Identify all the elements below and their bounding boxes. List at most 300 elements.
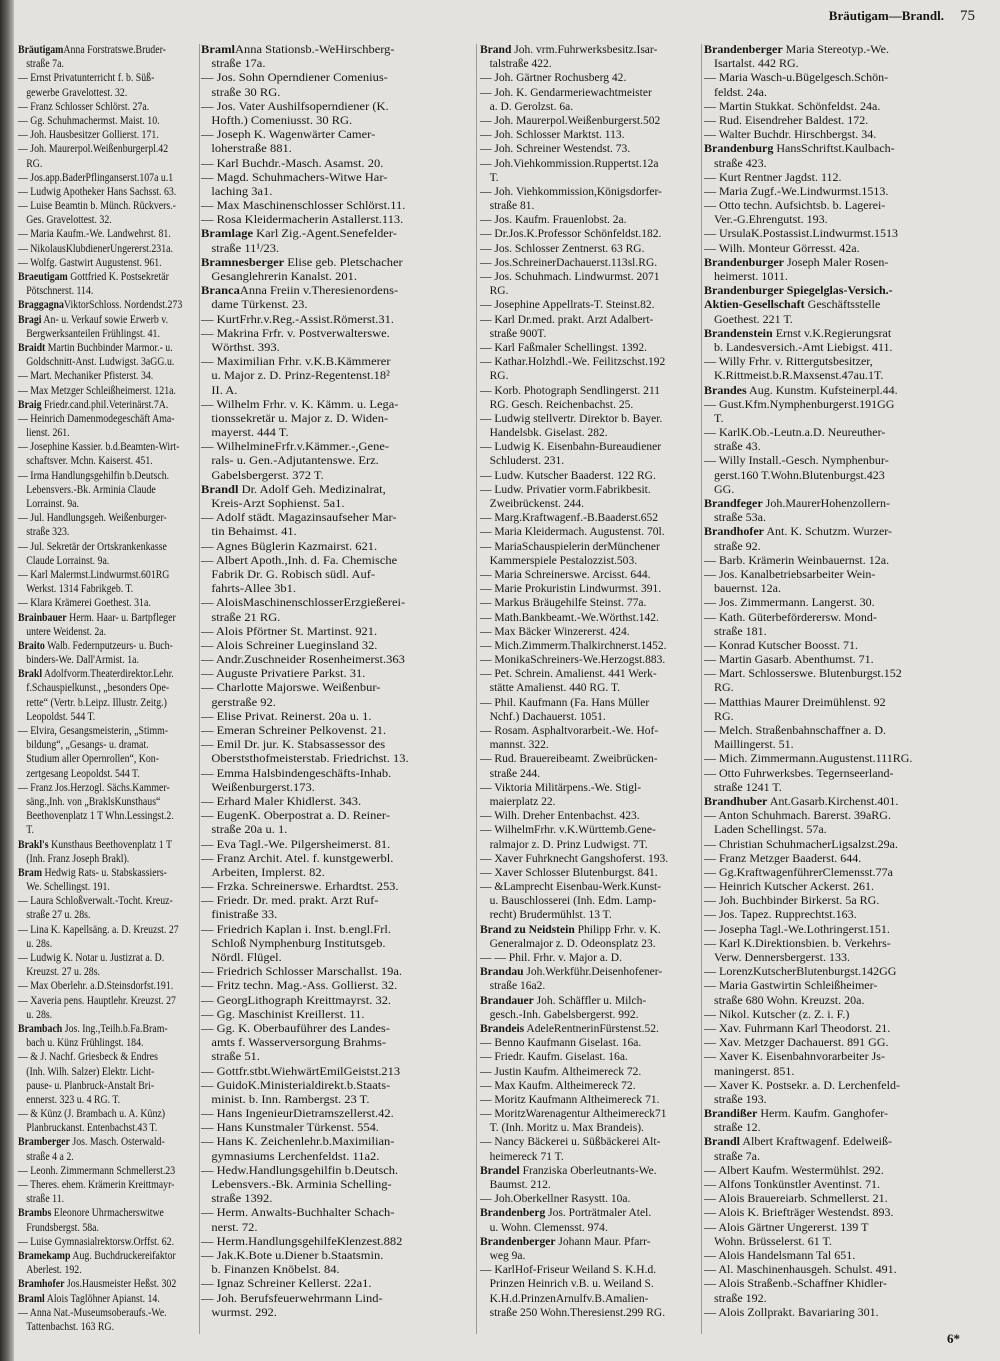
entry-line: — MonikaSchreiners-We.Herzogst.883. — [480, 652, 666, 667]
entry-surname: Bragi — [18, 311, 42, 326]
entry-line: — Kath. Güterbeförderersw. Mond- — [704, 609, 877, 624]
entry-surname: Brandel — [480, 1162, 520, 1177]
entry-line: — Joh. Berufsfeuerwehrmann Lind- — [201, 1290, 383, 1305]
entry-line: — Elvira, Gesangsmeisterin, „Stimm- — [18, 723, 169, 737]
entry-line: straße 900T. — [489, 325, 547, 340]
entry-line: straße 51. — [211, 1049, 260, 1064]
entry-line: — Elise Privat. Reinerst. 20a u. 1. — [201, 708, 372, 723]
directory-column-4 — [704, 42, 976, 1319]
entry-line — [704, 383, 976, 397]
entry-line: fahrts-Allee 3b1. — [211, 581, 296, 596]
entry-details: An- u. Verkauf sowie Erwerb v. — [41, 311, 169, 326]
entry-line: straße 81. — [489, 198, 535, 213]
entry-line: — Alois K. Briefträger Westendst. 893. — [704, 1205, 894, 1220]
entry-surname: Brandenberger — [480, 1233, 556, 1248]
entry-details: Eleonore Uhrmacherswitwe — [51, 1205, 164, 1220]
entry-line: — Gottfr.stbt.WiehwärtEmilGeistst.213 — [201, 1063, 401, 1078]
entry-line: — Matthias Maurer Dreimühlenst. 92 — [704, 694, 886, 709]
entry-details: Ant.Gasarb.Kirchenst.401. — [767, 793, 899, 808]
entry-line: — Eva Tagl.-We. Pilgersheimerst. 81. — [201, 836, 391, 851]
entry-line — [18, 312, 197, 326]
entry-line: straße 7a. — [714, 1148, 760, 1163]
entry-line: — Gg. Maschinist Kreillerst. 11. — [201, 1006, 365, 1021]
entry-details: Joh. vrm.Fuhrwerksbesitz.Isar- — [511, 42, 658, 56]
entry-line: — Moritz Kaufmann Altheimereck 71. — [480, 1091, 660, 1106]
entry-line: Schloß Nymphenburg Institutsgeb. — [211, 935, 386, 950]
entry-line: — Gg. K. Oberbauführer des Landes- — [201, 1020, 390, 1035]
entry-line: RG. — [489, 283, 509, 298]
entry-line: gymnasiums Lerchenfeldst. 11a2. — [211, 1148, 380, 1163]
entry-line — [201, 42, 446, 56]
entry-line: — Joh. Gärtner Rochusberg 42. — [480, 70, 627, 85]
entry-line: — KurtFrhr.v.Reg.-Assist.Römerst.31. — [201, 311, 394, 326]
entry-line: — Joh. K. Gendarmeriewachtmeister — [480, 84, 652, 99]
entry-line: — Ernst Privatunterricht f. b. Süß- — [18, 70, 155, 85]
entry-line: straße 193. — [714, 1091, 767, 1106]
entry-details: Joh. Schäffler u. Milch- — [533, 992, 647, 1007]
entry-line: heimereck 71 T. — [489, 1148, 564, 1163]
entry-line: — Ludw. Privatier vorm.Fabrikbesit. — [480, 481, 651, 496]
entry-details: Jos. Masch. Osterwald- — [69, 1134, 165, 1149]
entry-surname: Branca — [201, 283, 240, 298]
entry-line: Kreis-Arzt Sophienst. 5a1. — [211, 496, 345, 510]
entry-line: ralmajor z. D. Prinz Ludwigst. 7T. — [489, 836, 648, 851]
entry-line: — Irma Handlungsgehilfin b.Deutsch. — [18, 467, 170, 482]
entry-line: straße 250 Wohn.Theresienst.299 RG. — [489, 1304, 666, 1319]
entry-line: — Jos. Zimmermann. Langerst. 30. — [704, 595, 875, 610]
entry-line — [18, 1276, 197, 1290]
entry-line: — Luise Beamtin b. Münch. Rückvers.- — [18, 198, 176, 213]
entry-line: — Jul. Sekretär der Ortskrankenkasse — [18, 538, 167, 553]
entry-line: — Martin Stukkat. Schönfeldst. 24a. — [704, 98, 881, 113]
entry-line: — Mich. Zimmermann.Augustenst.111RG. — [704, 751, 913, 766]
entry-line: — Joh. Hausbesitzer Gollierst. 171. — [18, 127, 159, 142]
entry-line: rette“ (Vertr. b.Leipz. Illustr. Zeitg.) — [26, 694, 167, 709]
entry-line — [480, 922, 701, 936]
entry-surname: Braidt — [18, 339, 46, 354]
entry-line: — GuidoK.Ministerialdirekt.b.Staats- — [201, 1077, 391, 1092]
entry-line: — Maria Kleidermach. Augustenst. 70l. — [480, 524, 665, 539]
entry-line: — Franz Metzger Baaderst. 644. — [704, 850, 862, 865]
entry-line: — Mart. Mechaniker Pfisterst. 34. — [18, 368, 154, 383]
entry-details: Friedr.cand.phil.Veterinärst.7A. — [41, 396, 169, 411]
entry-details: HansSchriftst.Kaulbach- — [773, 141, 895, 156]
entry-line: heimerst. 1011. — [714, 269, 788, 283]
entry-surname: Braig — [18, 396, 42, 411]
entry-line: Frundsbergst. 58a. — [26, 1219, 100, 1234]
entry-details: Ant. K. Schutzm. Wurzer- — [764, 524, 893, 539]
entry-line: — Ludwig stellvertr. Direktor b. Bayer. — [480, 410, 663, 425]
entry-line: Maillingerst. 51. — [714, 737, 794, 752]
entry-line: Ver.-G.Ehrengutst. 193. — [714, 212, 828, 227]
entry-line: — Heinrich Damenmodegeschäft Ama- — [18, 410, 175, 425]
entry-line: T. (Inh. Moritz u. Max Brandeis). — [489, 1120, 644, 1135]
entry-line: — KarlK.Ob.-Leutn.a.D. Neureuther- — [704, 425, 886, 440]
entry-line: maierplatz 22. — [489, 793, 556, 808]
entry-line — [18, 1205, 197, 1219]
entry-line: — Joh.Viehkommission.Ruppertst.12a — [480, 155, 659, 170]
directory-column-2 — [201, 42, 446, 1319]
entry-line: laching 3a1. — [211, 183, 273, 198]
entry-line: minist. b. Inn. Rambergst. 23 T. — [211, 1091, 370, 1106]
entry-line: — Maria Gastwirtin Schleißheimer- — [704, 978, 878, 993]
entry-line: straße 21 RG. — [211, 609, 281, 624]
entry-line: — Maria Kaufm.-We. Landwehrst. 81. — [18, 226, 171, 241]
entry-line: — Xaver K. Postsekr. a. D. Lerchenfeld- — [704, 1077, 900, 1092]
entry-details: Albert Kraftwagenf. Edelweiß- — [740, 1134, 892, 1149]
entry-line: Fabrik Dr. G. Robisch südl. Auf- — [211, 566, 376, 581]
entry-details: Maria Stereotyp.-We. — [782, 42, 889, 56]
entry-line: T. — [26, 822, 34, 837]
entry-line: schaftsver. Mchn. Kaiserst. 451. — [26, 453, 153, 468]
entry-line: gerstraße 92. — [211, 694, 276, 709]
entry-surname: Brandl — [704, 1134, 741, 1149]
entry-line: — AloisMaschinenschlosserErzgießerei- — [201, 595, 406, 610]
entry-line — [704, 326, 976, 340]
entry-line: — Walter Buchdr. Hirschbergst. 34. — [704, 127, 877, 142]
entry-line: — Max Bäcker Winzererst. 424. — [480, 623, 630, 638]
entry-line: u. 28s. — [26, 935, 53, 950]
entry-line: — Barb. Krämerin Weinbauernst. 12a. — [704, 552, 890, 567]
entry-line: — Marg.Kraftwagenf.-B.Baaderst.652 — [480, 510, 658, 525]
entry-line: — WilhelmineFrfr.v.Kämmer.-,Gene- — [201, 439, 390, 454]
entry-line: recht) Brudermühlst. 13 T. — [489, 907, 612, 922]
entry-details: Jos. Porträtmaler Atel. — [545, 1205, 652, 1220]
entry-line: u. 28s. — [26, 1006, 53, 1021]
entry-line: — Emma Halsbindengeschäfts-Inhab. — [201, 765, 392, 780]
entry-line: — Phil. Kaufmann (Fa. Hans Müller — [480, 694, 650, 709]
entry-line: RG. — [714, 708, 734, 723]
entry-line — [18, 865, 197, 879]
entry-line: Weißenburgerst.173. — [211, 779, 315, 794]
entry-line: — Rud. Eisendreher Baldest. 172. — [704, 112, 869, 127]
entry-line: — Joh.Oberkellner Rasystt. 10a. — [480, 1191, 631, 1206]
entry-line: — Xav. Metzger Dachauerst. 891 GG. — [704, 1035, 889, 1050]
entry-line: finistraße 33. — [211, 907, 278, 922]
entry-line: u. Major z. D. Prinz-Regentenst.18² — [211, 368, 390, 383]
entry-line: Lebensvers.-Bk. Arminia Claude — [26, 481, 156, 496]
entry-details: Franziska Oberleutnants-We. — [519, 1162, 657, 1177]
entry-surname: Bramnesberger — [201, 254, 285, 269]
entry-line: — Max Kaufm. Altheimereck 72. — [480, 1077, 636, 1092]
entry-line — [18, 1021, 197, 1035]
entry-details: Hedwig Rats- u. Stabskassiers- — [42, 864, 167, 879]
entry-details: Aug. Buchdruckereifaktor — [70, 1247, 176, 1262]
entry-line: — Xaveria pens. Hauptlehr. Kreuzst. 27 — [18, 992, 176, 1007]
entry-line: Arbeiten, Implerst. 82. — [211, 864, 325, 879]
entry-line: K.Rittmeist.b.R.Maxsenst.47au.1T. — [714, 368, 884, 383]
entry-details: AdeleRentnerinFürstenst.52. — [524, 1020, 659, 1035]
entry-details: Anna Stationsb.-WeHirschberg- — [234, 42, 395, 56]
entry-line: — Jos. Kaufm. Frauenlobst. 2a. — [480, 212, 627, 227]
entry-line: — Franz Archit. Atel. f. kunstgewerbl. — [201, 850, 394, 865]
entry-line — [704, 794, 976, 808]
entry-line: — Alois Pförtner St. Martinst. 921. — [201, 623, 378, 638]
directory-column-3 — [480, 42, 701, 1319]
entry-line — [18, 666, 197, 680]
entry-line: — Alois Schreiner Lueginsland 32. — [201, 637, 378, 652]
entry-line: — Jak.K.Bote u.Diener b.Staatsmin. — [201, 1247, 384, 1262]
column-rule — [476, 44, 477, 1334]
entry-details: Karl Zig.-Agent.Senefelder- — [253, 226, 397, 241]
entry-line: — Karl Buchdr.-Masch. Asamst. 20. — [201, 155, 384, 170]
entry-line: — Heinrich Kutscher Ackerst. 261. — [704, 879, 874, 894]
entry-line: — Friedr. Dr. med. prakt. Arzt Ruf- — [201, 893, 379, 908]
entry-surname: Brandenberg — [480, 1205, 546, 1220]
entry-line: — Jos. Vater Aushilfsoperndiener (K. — [201, 98, 389, 113]
entry-line: ennerst. 323 u. 4 RG. T. — [26, 1091, 121, 1106]
entry-details: Martin Buchbinder Marmor.- u. — [45, 339, 173, 354]
entry-line: Isartalst. 442 RG. — [714, 56, 799, 71]
entry-line: — Alois Zollprakt. Bavariaring 301. — [704, 1304, 879, 1319]
entry-line: — NikolausKlubdienerUngererst.231a. — [18, 240, 173, 255]
entry-line: b. Landesversich.-Amt Liebigst. 411. — [714, 339, 893, 354]
entry-line: Lorrainst. 9a. — [26, 496, 79, 510]
entry-surname: Bramlage — [201, 226, 253, 241]
entry-line: T. — [489, 169, 499, 184]
entry-line: Claude Lorrainst. 9a. — [26, 552, 110, 567]
entry-line: straße 11¹/23. — [211, 240, 280, 255]
entry-details: Gottfried K. Postsekretär — [67, 269, 169, 283]
entry-line: stätte Amalienst. 440 RG. T. — [489, 680, 621, 695]
entry-line: — Korb. Photograph Sendlingerst. 211 — [480, 382, 661, 397]
entry-line — [704, 1134, 976, 1148]
entry-line: — Joh. Schlosser Marktst. 113. — [480, 127, 625, 142]
entry-line: — Fritz techn. Mag.-Ass. Gollierst. 32. — [201, 978, 398, 993]
entry-line: (Inh. Franz Joseph Brakl). — [26, 850, 130, 865]
entry-line: straße 192. — [714, 1290, 767, 1305]
entry-line: gesch.-Inh. Gabelsbergerst. 992. — [489, 1006, 639, 1021]
entry-line: — Xav. Fuhrmann Karl Theodorst. 21. — [704, 1020, 891, 1035]
entry-line: — & J. Nachf. Griesbeck & Endres — [18, 1049, 158, 1064]
entry-line: — Justin Kaufm. Altheimereck 72. — [480, 1063, 642, 1078]
entry-line: — Jos. Tapez. Rupprechtst.163. — [704, 907, 857, 922]
entry-line: Kreuzst. 27 u. 28s. — [26, 964, 101, 979]
entry-line: — MoritzWarenagentur Altheimereck71 — [480, 1106, 667, 1121]
entry-line: K.H.d.PrinzenArnulfv.B.Amalien- — [489, 1290, 649, 1305]
entry-line: bildung“, „Gesangs- u. dramat. — [26, 737, 149, 752]
entry-line: Prinzen Heinrich v.B. u. Weiland S. — [489, 1276, 654, 1291]
entry-line: — Alois Brauereiarb. Schmellerst. 21. — [704, 1191, 888, 1206]
entry-line: straße 11. — [26, 1191, 65, 1206]
entry-line — [18, 1291, 197, 1305]
entry-surname: Brandenburger Spiegelglas-Versich.- — [704, 283, 893, 298]
entry-line: — Benno Kaufmann Giselast. 16a. — [480, 1035, 642, 1050]
entry-line — [704, 1106, 976, 1120]
entry-surname: Braggagna — [18, 297, 64, 312]
entry-line: — Herm. Anwalts-Buchhalter Schach- — [201, 1205, 395, 1220]
entry-line: — Christian SchuhmacherLigsalzst.29a. — [704, 836, 898, 851]
entry-line — [18, 610, 197, 624]
entry-line: — — Phil. Frhr. v. Major a. D. — [480, 950, 622, 964]
entry-line: binders-We. Dall'Armist. 1a. — [26, 652, 139, 667]
entry-details: Ernst v.K.Regierungsrat — [772, 325, 892, 340]
entry-line: — Gg. Schuhmachermst. Maist. 10. — [18, 112, 160, 127]
entry-line: (Inh. Wilh. Salzer) Elektr. Licht- — [26, 1063, 155, 1078]
entry-details: Joh.Werkführ.Deisenhofener- — [523, 964, 663, 979]
entry-line: — Joh. Schreiner Westendst. 73. — [480, 141, 631, 156]
entry-surname: Brandes — [704, 382, 747, 397]
entry-details: Adolfvorm.Theaterdirektor.Lehr. — [42, 666, 174, 681]
entry-line: — Markus Bräugehilfe Steinst. 77a. — [480, 595, 647, 610]
entry-line — [18, 837, 197, 851]
entry-line: — UrsulaK.Postassist.Lindwurmst.1513 — [704, 226, 899, 241]
entry-surname: Brandißer — [704, 1106, 758, 1121]
page-number: 75 — [960, 8, 975, 24]
entry-line: u. Bauschlosserei (Inh. Edm. Lamp- — [489, 893, 657, 908]
entry-details: Aug. Kunstm. Kufsteinerpl.44. — [746, 382, 898, 397]
entry-line: — Alfons Tonkünstler Aventinst. 71. — [704, 1177, 881, 1191]
entry-line: — Laura Schloßverwalt.-Tocht. Kreuz- — [18, 893, 173, 908]
entry-line: — Leonh. Zimmermann Schmellerst.23 — [18, 1162, 176, 1177]
entry-line: — Willy Install.-Gesch. Nymphenbur- — [704, 453, 889, 468]
entry-line: straße 323. — [26, 524, 70, 539]
entry-line: — Ludwig Apotheker Hans Sachsst. 63. — [18, 183, 177, 198]
entry-line: — Xaver K. Eisenbahnvorarbeiter Js- — [704, 1049, 885, 1064]
signature-mark: 6* — [947, 1331, 960, 1346]
entry-line — [18, 1248, 197, 1262]
entry-line: talstraße 422. — [489, 56, 552, 71]
entry-line: — Herm.HandlungsgehilfeKlenzest.882 — [201, 1233, 403, 1248]
entry-line: Aberlest. 192. — [26, 1262, 82, 1277]
entry-line: — Hans IngenieurDietramszellerst.42. — [201, 1106, 394, 1121]
entry-line: — Albert Apoth.,Inh. d. Fa. Chemische — [201, 552, 398, 567]
entry-line: Laden Schellingst. 57a. — [714, 822, 827, 837]
column-rule — [701, 44, 702, 1334]
entry-line: — Auguste Privatiere Parkst. 31. — [201, 666, 366, 681]
entry-line: — Maria Zugf.-We.Lindwurmst.1513. — [704, 183, 889, 198]
entry-line: — Ludwig K. Eisenbahn-Bureaudiener — [480, 439, 662, 454]
entry-details: Walb. Federnputzeurs- u. Buch- — [44, 637, 173, 652]
entry-line: — Dr.Jos.K.Professor Schönfeldst.182. — [480, 226, 662, 241]
entry-line: — Emil Dr. jur. K. Stabsassessor des — [201, 737, 386, 752]
entry-line: straße 17a. — [211, 56, 266, 71]
entry-line: T. — [714, 410, 724, 425]
entry-line: — Josephine Kassier. b.d.Beamten-Wirt- — [18, 439, 180, 454]
entry-line: bauernst. 12a. — [714, 581, 781, 596]
directory-column-1 — [18, 42, 197, 1333]
page-header — [829, 8, 975, 25]
entry-surname: Bramhofer — [18, 1276, 65, 1291]
entry-line: — Andr.Zuschneider Rosenheimerst.363 — [201, 652, 405, 667]
entry-line — [480, 1021, 701, 1035]
entry-line: — Max Metzger Schleißheimerst. 121a. — [18, 382, 176, 397]
entry-line: untere Weidenst. 2a. — [26, 623, 107, 638]
entry-line: feldst. 24a. — [714, 84, 767, 99]
entry-surname: Brambs — [18, 1205, 52, 1220]
entry-line: Tattenbachst. 163 RG. — [26, 1318, 115, 1333]
entry-surname: Bramekamp — [18, 1247, 71, 1262]
entry-surname: Brandau — [480, 964, 524, 979]
running-head: Bräutigam—Brandl. — [828, 8, 944, 23]
entry-line: straße 680 Wohn. Kreuzst. 20a. — [714, 992, 865, 1007]
entry-line: gerst.160 T.Wohn.Blutenburgst.423 — [714, 467, 885, 482]
entry-line: RG. — [26, 155, 43, 170]
entry-line: — Friedrich Schlosser Marschallst. 19a. — [201, 964, 403, 979]
entry-line: RG. Gesch. Reichenbachst. 25. — [489, 396, 634, 411]
entry-line: rals- u. Gen.-Adjutantenswe. Erz. — [211, 453, 379, 468]
entry-line: — Magd. Schuhmachers-Witwe Har- — [201, 169, 388, 184]
entry-surname: Brainbauer — [18, 609, 67, 624]
entry-details: ViktorSchloss. Nordendst.273 — [63, 297, 183, 312]
entry-details: Anna Forstratswe.Bruder- — [63, 42, 166, 56]
entry-line — [480, 1205, 701, 1219]
entry-line — [201, 255, 446, 269]
entry-details: Geschäftsstelle — [804, 297, 881, 312]
entry-line: säng.,Inh. von „BraklsKunsthaus“ — [26, 793, 161, 808]
entry-line: — Xaver Fuhrknecht Gangshoferst. 193. — [480, 850, 669, 865]
entry-line: — Josepha Tagl.-We.Lothringerst.151. — [704, 921, 890, 936]
entry-line — [480, 1234, 701, 1248]
entry-line — [18, 297, 197, 311]
entry-line: — Martin Gasarb. Abenthumst. 71. — [704, 652, 874, 667]
entry-line: wurmst. 292. — [211, 1304, 277, 1319]
entry-line: — Jul. Handlungsgeh. Weißenburger- — [18, 510, 167, 525]
entry-surname: Brandhofer — [704, 524, 764, 539]
entry-line: Goethest. 221 T. — [714, 311, 793, 326]
entry-line: Goldschnitt-Anst. Ludwigst. 3aGG.u. — [26, 354, 175, 369]
entry-line: — Lina K. Kapellsäng. a. D. Kreuzst. 27 — [18, 921, 179, 936]
entry-line: dame Türkenst. 23. — [211, 297, 308, 312]
entry-line: — Theres. ehem. Krämerin Kreittmayr- — [18, 1177, 175, 1191]
entry-line: — Anton Schuhmach. Barerst. 39aRG. — [704, 808, 891, 823]
entry-line — [18, 340, 197, 354]
entry-line: — GeorgLithograph Kreittmayrst. 32. — [201, 992, 392, 1007]
entry-line: — Max Maschinenschlosser Schlörst.11. — [201, 198, 406, 213]
entry-line: — Kathar.Holzhdl.-We. Feilitzschst.192 — [480, 354, 666, 369]
entry-line: — Jos. Kanalbetriebsarbeiter Wein- — [704, 566, 876, 581]
entry-line: gewerbe Gravelottest. 32. — [26, 84, 128, 99]
entry-line: Nördl. Flügel. — [211, 950, 282, 964]
entry-line: — Emeran Schreiner Pelkovenst. 21. — [201, 723, 387, 737]
entry-line: mannst. 322. — [489, 737, 549, 752]
entry-line: — Max Oberlehr. a.D.Steinsdorfst.191. — [18, 978, 174, 993]
entry-surname: Brandfeger — [704, 496, 763, 510]
entry-line: — Jos. Schuhmach. Lindwurmst. 2071 — [480, 269, 660, 283]
entry-line — [704, 524, 976, 538]
entry-line: — Xaver Schlosser Blutenburgst. 841. — [480, 864, 658, 879]
entry-details: Philipp Frhr. v. K. — [574, 921, 661, 936]
entry-line — [18, 1134, 197, 1148]
entry-line: tin Behaimst. 41. — [211, 524, 297, 539]
entry-line: — &Lamprecht Eisenbau-Werk.Kunst- — [480, 879, 662, 894]
entry-line: RG. — [714, 680, 734, 695]
entry-line — [704, 255, 976, 269]
entry-line: Werkst. 1314 Fabrikgeb. T. — [26, 581, 134, 596]
entry-line: loherstraße 881. — [211, 141, 292, 156]
entry-details: Johann Maur. Pfarr- — [555, 1233, 651, 1248]
entry-line: II. A. — [211, 382, 238, 397]
entry-line — [201, 283, 446, 297]
entry-line: straße 20a u. 1. — [211, 822, 288, 837]
entry-surname: Braito — [18, 637, 45, 652]
entry-line: — Viktoria Militärpens.-We. Stigl- — [480, 779, 642, 794]
entry-details: Jos. Ing.,Teilh.b.Fa.Bram- — [62, 1020, 168, 1035]
entry-line: — Maria Schreinerswe. Arcisst. 644. — [480, 566, 651, 581]
entry-line: — MariaSchauspielerin derMünchener — [480, 538, 660, 553]
entry-line: Studium aller Opernrollen“, Kon- — [26, 751, 160, 766]
entry-details: Joseph Maler Rosen- — [784, 254, 889, 269]
entry-details: Jos.Hausmeister Heßst. 302 — [64, 1276, 177, 1291]
entry-line — [201, 482, 446, 496]
entry-surname: Aktien-Gesellschaft — [704, 297, 805, 312]
entry-line: straße 181. — [714, 623, 767, 638]
entry-line: — Klara Krämerei Goethest. 31a. — [18, 595, 151, 610]
entry-line: — Joh. Maurerpol.Weißenburgerst.502 — [480, 112, 661, 127]
entry-surname: Brakl's — [18, 836, 49, 851]
entry-line: — Rosa Kleidermacherin Astallerst.113. — [201, 212, 404, 227]
entry-surname: Brandenberger — [704, 42, 783, 56]
